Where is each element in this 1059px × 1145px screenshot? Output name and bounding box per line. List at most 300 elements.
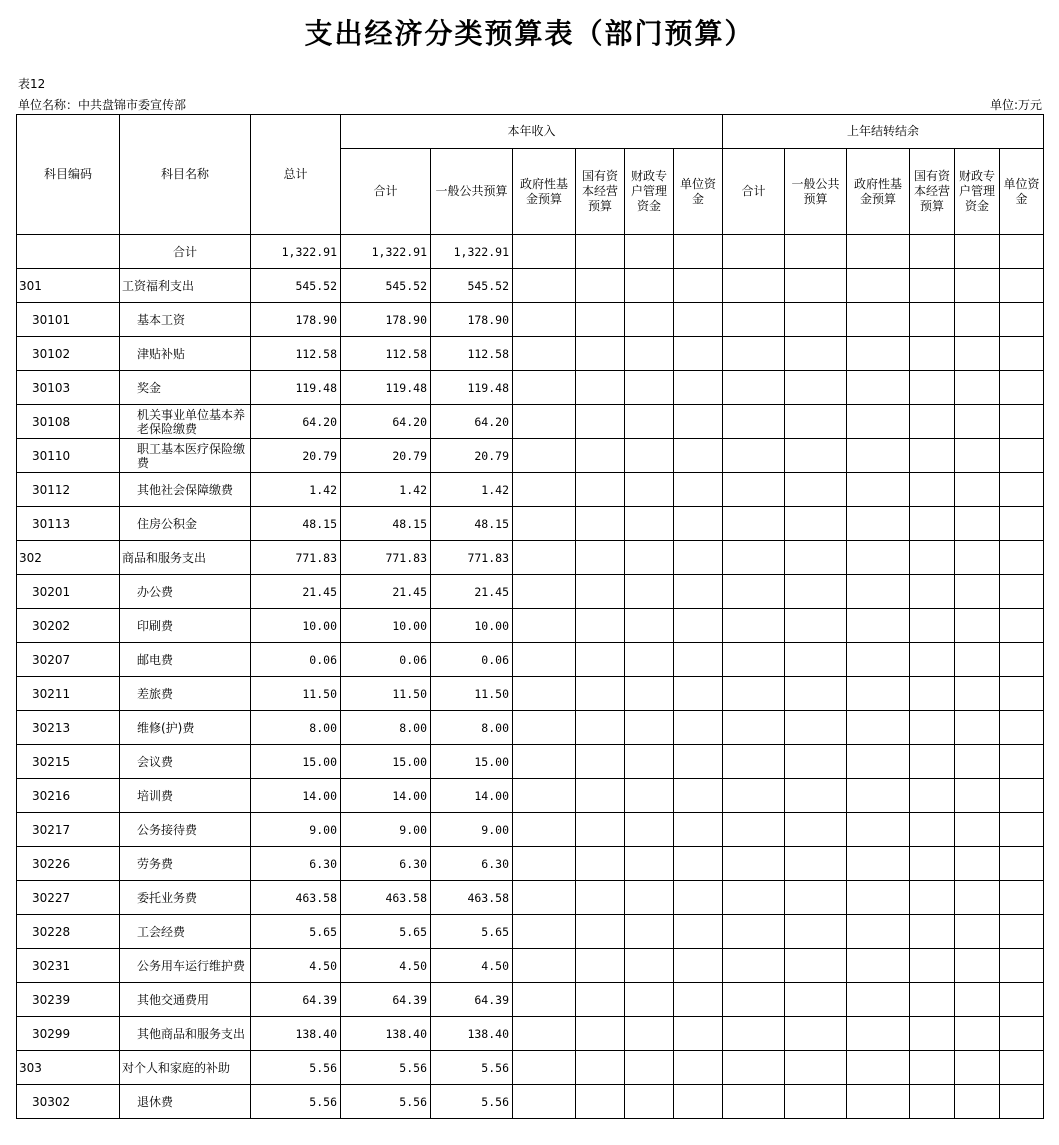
empty-cell [513, 1017, 576, 1051]
empty-cell [955, 405, 1000, 439]
empty-cell [674, 779, 723, 813]
empty-cell [847, 609, 910, 643]
empty-cell [785, 541, 847, 575]
empty-cell [513, 847, 576, 881]
row-name: 邮电费 [120, 643, 251, 677]
empty-cell [625, 711, 674, 745]
empty-cell [513, 609, 576, 643]
empty-cell [1000, 609, 1044, 643]
empty-cell [674, 1051, 723, 1085]
empty-cell [955, 881, 1000, 915]
row-name: 其他社会保障缴费 [120, 473, 251, 507]
empty-cell [723, 541, 785, 575]
empty-cell [674, 405, 723, 439]
row-general-budget-value: 20.79 [431, 439, 513, 473]
empty-cell [847, 507, 910, 541]
empty-cell [513, 439, 576, 473]
row-total-value: 9.00 [251, 813, 341, 847]
empty-cell [625, 1085, 674, 1119]
empty-cell [847, 575, 910, 609]
row-general-budget-value: 15.00 [431, 745, 513, 779]
empty-cell [723, 779, 785, 813]
row-code: 30101 [17, 303, 120, 337]
empty-cell [910, 847, 955, 881]
table-row [17, 779, 1044, 813]
empty-cell [910, 745, 955, 779]
empty-cell [847, 847, 910, 881]
empty-cell [576, 439, 625, 473]
empty-cell [785, 439, 847, 473]
empty-cell [576, 269, 625, 303]
empty-cell [910, 881, 955, 915]
empty-cell [1000, 541, 1044, 575]
row-general-budget-value: 48.15 [431, 507, 513, 541]
row-total-value: 15.00 [251, 745, 341, 779]
row-code: 30215 [17, 745, 120, 779]
empty-cell [1000, 1085, 1044, 1119]
row-name: 培训费 [120, 779, 251, 813]
empty-cell [847, 1051, 910, 1085]
row-current-total-value: 6.30 [341, 847, 431, 881]
row-total-value: 5.56 [251, 1085, 341, 1119]
empty-cell [723, 609, 785, 643]
empty-cell [674, 949, 723, 983]
empty-cell [910, 371, 955, 405]
row-total-value: 6.30 [251, 847, 341, 881]
empty-cell [910, 779, 955, 813]
header-current-year-income: 本年收入 [341, 115, 723, 149]
row-current-total-value: 48.15 [341, 507, 431, 541]
table-row [17, 507, 1044, 541]
row-total-value: 5.65 [251, 915, 341, 949]
empty-cell [674, 915, 723, 949]
empty-cell [674, 745, 723, 779]
row-code: 30299 [17, 1017, 120, 1051]
row-current-total-value: 10.00 [341, 609, 431, 643]
empty-cell [513, 337, 576, 371]
empty-cell [910, 235, 955, 269]
empty-cell [1000, 575, 1044, 609]
empty-cell [785, 677, 847, 711]
row-code: 30103 [17, 371, 120, 405]
page-title: 支出经济分类预算表（部门预算） [304, 17, 755, 50]
table-header [17, 115, 1044, 235]
empty-cell [625, 643, 674, 677]
empty-cell [1000, 983, 1044, 1017]
row-current-total-value: 8.00 [341, 711, 431, 745]
empty-cell [674, 337, 723, 371]
row-total-value: 119.48 [251, 371, 341, 405]
empty-cell [955, 439, 1000, 473]
row-general-budget-value: 771.83 [431, 541, 513, 575]
empty-cell [785, 337, 847, 371]
table-body [17, 235, 1044, 1119]
empty-cell [513, 269, 576, 303]
table-row [17, 745, 1044, 779]
empty-cell [955, 949, 1000, 983]
row-name: 住房公积金 [120, 507, 251, 541]
empty-cell [625, 303, 674, 337]
row-total-value: 14.00 [251, 779, 341, 813]
empty-cell [576, 915, 625, 949]
empty-cell [625, 779, 674, 813]
row-total-value: 0.06 [251, 643, 341, 677]
row-name: 公务接待费 [120, 813, 251, 847]
header-sub-total: 合计 [341, 149, 431, 235]
row-current-total-value: 20.79 [341, 439, 431, 473]
table-row [17, 269, 1044, 303]
table-row [17, 609, 1044, 643]
empty-cell [910, 575, 955, 609]
empty-cell [576, 745, 625, 779]
empty-cell [513, 779, 576, 813]
empty-cell [1000, 405, 1044, 439]
empty-cell [955, 303, 1000, 337]
empty-cell [625, 745, 674, 779]
row-total-value: 5.56 [251, 1051, 341, 1085]
row-name: 合计 [120, 235, 251, 269]
empty-cell [576, 575, 625, 609]
header-sub-special-account: 财政专户管理资金 [955, 149, 1000, 235]
empty-cell [1000, 303, 1044, 337]
empty-cell [847, 813, 910, 847]
empty-cell [576, 235, 625, 269]
row-name: 劳务费 [120, 847, 251, 881]
empty-cell [955, 473, 1000, 507]
empty-cell [513, 677, 576, 711]
empty-cell [785, 1051, 847, 1085]
empty-cell [847, 711, 910, 745]
table-row [17, 337, 1044, 371]
row-name: 职工基本医疗保险缴费 [120, 439, 251, 473]
empty-cell [723, 405, 785, 439]
empty-cell [785, 643, 847, 677]
table-row [17, 575, 1044, 609]
empty-cell [955, 575, 1000, 609]
row-code: 30217 [17, 813, 120, 847]
table-row [17, 677, 1044, 711]
empty-cell [847, 405, 910, 439]
row-general-budget-value: 10.00 [431, 609, 513, 643]
empty-cell [625, 813, 674, 847]
header-sub-gov-fund: 政府性基金预算 [847, 149, 910, 235]
empty-cell [576, 405, 625, 439]
empty-cell [625, 949, 674, 983]
row-code: 303 [17, 1051, 120, 1085]
row-general-budget-value: 6.30 [431, 847, 513, 881]
empty-cell [723, 813, 785, 847]
empty-cell [674, 983, 723, 1017]
table-row [17, 915, 1044, 949]
table-row [17, 983, 1044, 1017]
empty-cell [576, 507, 625, 541]
empty-cell [723, 1085, 785, 1119]
empty-cell [723, 1051, 785, 1085]
row-general-budget-value: 8.00 [431, 711, 513, 745]
empty-cell [674, 303, 723, 337]
empty-cell [513, 745, 576, 779]
empty-cell [576, 711, 625, 745]
row-total-value: 1,322.91 [251, 235, 341, 269]
empty-cell [785, 405, 847, 439]
empty-cell [847, 303, 910, 337]
empty-cell [910, 541, 955, 575]
empty-cell [576, 847, 625, 881]
header-sub-unit-funds: 单位资金 [674, 149, 723, 235]
header-sub-special-account: 财政专户管理资金 [625, 149, 674, 235]
row-name: 印刷费 [120, 609, 251, 643]
row-current-total-value: 11.50 [341, 677, 431, 711]
row-general-budget-value: 1,322.91 [431, 235, 513, 269]
empty-cell [674, 847, 723, 881]
empty-cell [785, 235, 847, 269]
empty-cell [674, 881, 723, 915]
empty-cell [576, 1051, 625, 1085]
empty-cell [847, 235, 910, 269]
org-name: 单位名称：中共盘锦市委宣传部 [18, 98, 187, 112]
empty-cell [1000, 269, 1044, 303]
empty-cell [785, 1017, 847, 1051]
unit-line [18, 96, 1042, 112]
budget-table [16, 114, 1044, 1119]
empty-cell [513, 541, 576, 575]
empty-cell [723, 881, 785, 915]
empty-cell [513, 881, 576, 915]
empty-cell [674, 235, 723, 269]
empty-cell [847, 779, 910, 813]
empty-cell [955, 813, 1000, 847]
table-row [17, 711, 1044, 745]
row-name: 其他交通费用 [120, 983, 251, 1017]
row-current-total-value: 21.45 [341, 575, 431, 609]
row-code: 30108 [17, 405, 120, 439]
header-sub-state-capital: 国有资本经营预算 [576, 149, 625, 235]
row-general-budget-value: 5.65 [431, 915, 513, 949]
header-total: 总计 [251, 115, 341, 235]
empty-cell [955, 847, 1000, 881]
row-name: 委托业务费 [120, 881, 251, 915]
empty-cell [847, 1085, 910, 1119]
row-general-budget-value: 138.40 [431, 1017, 513, 1051]
row-total-value: 178.90 [251, 303, 341, 337]
empty-cell [785, 711, 847, 745]
empty-cell [847, 643, 910, 677]
empty-cell [910, 813, 955, 847]
row-general-budget-value: 545.52 [431, 269, 513, 303]
table-row [17, 473, 1044, 507]
row-current-total-value: 771.83 [341, 541, 431, 575]
row-general-budget-value: 119.48 [431, 371, 513, 405]
empty-cell [513, 303, 576, 337]
empty-cell [1000, 337, 1044, 371]
empty-cell [910, 915, 955, 949]
empty-cell [1000, 779, 1044, 813]
empty-cell [785, 813, 847, 847]
empty-cell [576, 1017, 625, 1051]
empty-cell [955, 337, 1000, 371]
table-row [17, 881, 1044, 915]
empty-cell [625, 371, 674, 405]
empty-cell [513, 915, 576, 949]
row-general-budget-value: 463.58 [431, 881, 513, 915]
empty-cell [910, 1085, 955, 1119]
row-current-total-value: 14.00 [341, 779, 431, 813]
empty-cell [674, 269, 723, 303]
empty-cell [785, 915, 847, 949]
empty-cell [1000, 473, 1044, 507]
table-number: 表12 [18, 77, 46, 91]
empty-cell [1000, 1017, 1044, 1051]
row-total-value: 48.15 [251, 507, 341, 541]
row-general-budget-value: 112.58 [431, 337, 513, 371]
row-general-budget-value: 9.00 [431, 813, 513, 847]
empty-cell [625, 677, 674, 711]
empty-cell [723, 847, 785, 881]
empty-cell [625, 473, 674, 507]
row-code: 30112 [17, 473, 120, 507]
row-current-total-value: 15.00 [341, 745, 431, 779]
header-sub-general-budget: 一般公共预算 [785, 149, 847, 235]
empty-cell [723, 235, 785, 269]
empty-cell [785, 507, 847, 541]
row-general-budget-value: 64.20 [431, 405, 513, 439]
empty-cell [910, 677, 955, 711]
empty-cell [1000, 439, 1044, 473]
header-prior-year-carryover: 上年结转结余 [723, 115, 1044, 149]
empty-cell [955, 1017, 1000, 1051]
empty-cell [955, 269, 1000, 303]
empty-cell [723, 507, 785, 541]
empty-cell [847, 677, 910, 711]
row-total-value: 4.50 [251, 949, 341, 983]
empty-cell [723, 575, 785, 609]
row-name: 基本工资 [120, 303, 251, 337]
empty-cell [955, 983, 1000, 1017]
empty-cell [625, 847, 674, 881]
empty-cell [847, 269, 910, 303]
empty-cell [513, 507, 576, 541]
empty-cell [1000, 915, 1044, 949]
empty-cell [1000, 235, 1044, 269]
currency-unit: 单位:万元 [989, 98, 1042, 112]
empty-cell [576, 949, 625, 983]
row-code: 302 [17, 541, 120, 575]
empty-cell [910, 507, 955, 541]
row-code: 30202 [17, 609, 120, 643]
empty-cell [723, 643, 785, 677]
empty-cell [674, 813, 723, 847]
table-row [17, 847, 1044, 881]
empty-cell [955, 507, 1000, 541]
header-sub-total: 合计 [723, 149, 785, 235]
empty-cell [674, 575, 723, 609]
row-code: 301 [17, 269, 120, 303]
empty-cell [625, 235, 674, 269]
empty-cell [576, 881, 625, 915]
row-code: 30302 [17, 1085, 120, 1119]
row-code: 30226 [17, 847, 120, 881]
empty-cell [625, 439, 674, 473]
row-total-value: 10.00 [251, 609, 341, 643]
empty-cell [955, 1085, 1000, 1119]
row-code: 30201 [17, 575, 120, 609]
empty-cell [785, 745, 847, 779]
row-name: 其他商品和服务支出 [120, 1017, 251, 1051]
row-general-budget-value: 4.50 [431, 949, 513, 983]
empty-cell [625, 1017, 674, 1051]
empty-cell [625, 575, 674, 609]
empty-cell [674, 371, 723, 405]
row-general-budget-value: 5.56 [431, 1085, 513, 1119]
empty-cell [576, 337, 625, 371]
table-row [17, 949, 1044, 983]
empty-cell [1000, 711, 1044, 745]
empty-cell [513, 711, 576, 745]
empty-cell [955, 609, 1000, 643]
empty-cell [625, 405, 674, 439]
header-code: 科目编码 [17, 115, 120, 235]
empty-cell [910, 405, 955, 439]
empty-cell [513, 949, 576, 983]
empty-cell [1000, 1051, 1044, 1085]
empty-cell [847, 439, 910, 473]
empty-cell [1000, 847, 1044, 881]
row-code: 30207 [17, 643, 120, 677]
empty-cell [955, 915, 1000, 949]
row-code: 30239 [17, 983, 120, 1017]
empty-cell [955, 371, 1000, 405]
row-name: 商品和服务支出 [120, 541, 251, 575]
row-total-value: 463.58 [251, 881, 341, 915]
table-row [17, 303, 1044, 337]
empty-cell [955, 677, 1000, 711]
row-current-total-value: 4.50 [341, 949, 431, 983]
table-row [17, 1085, 1044, 1119]
row-total-value: 8.00 [251, 711, 341, 745]
empty-cell [910, 983, 955, 1017]
empty-cell [847, 949, 910, 983]
empty-cell [513, 473, 576, 507]
empty-cell [910, 1051, 955, 1085]
header-name: 科目名称 [120, 115, 251, 235]
row-current-total-value: 64.39 [341, 983, 431, 1017]
table-row [17, 405, 1044, 439]
empty-cell [513, 575, 576, 609]
row-name: 对个人和家庭的补助 [120, 1051, 251, 1085]
row-total-value: 11.50 [251, 677, 341, 711]
empty-cell [576, 813, 625, 847]
row-code: 30211 [17, 677, 120, 711]
empty-cell [723, 949, 785, 983]
empty-cell [723, 677, 785, 711]
empty-cell [910, 609, 955, 643]
row-code: 30227 [17, 881, 120, 915]
empty-cell [625, 609, 674, 643]
row-code: 30216 [17, 779, 120, 813]
empty-cell [625, 541, 674, 575]
empty-cell [785, 473, 847, 507]
row-current-total-value: 0.06 [341, 643, 431, 677]
empty-cell [513, 371, 576, 405]
empty-cell [625, 1051, 674, 1085]
empty-cell [955, 1051, 1000, 1085]
empty-cell [723, 371, 785, 405]
table-row [17, 1051, 1044, 1085]
row-current-total-value: 5.56 [341, 1085, 431, 1119]
row-general-budget-value: 178.90 [431, 303, 513, 337]
empty-cell [625, 269, 674, 303]
row-code [17, 235, 120, 269]
